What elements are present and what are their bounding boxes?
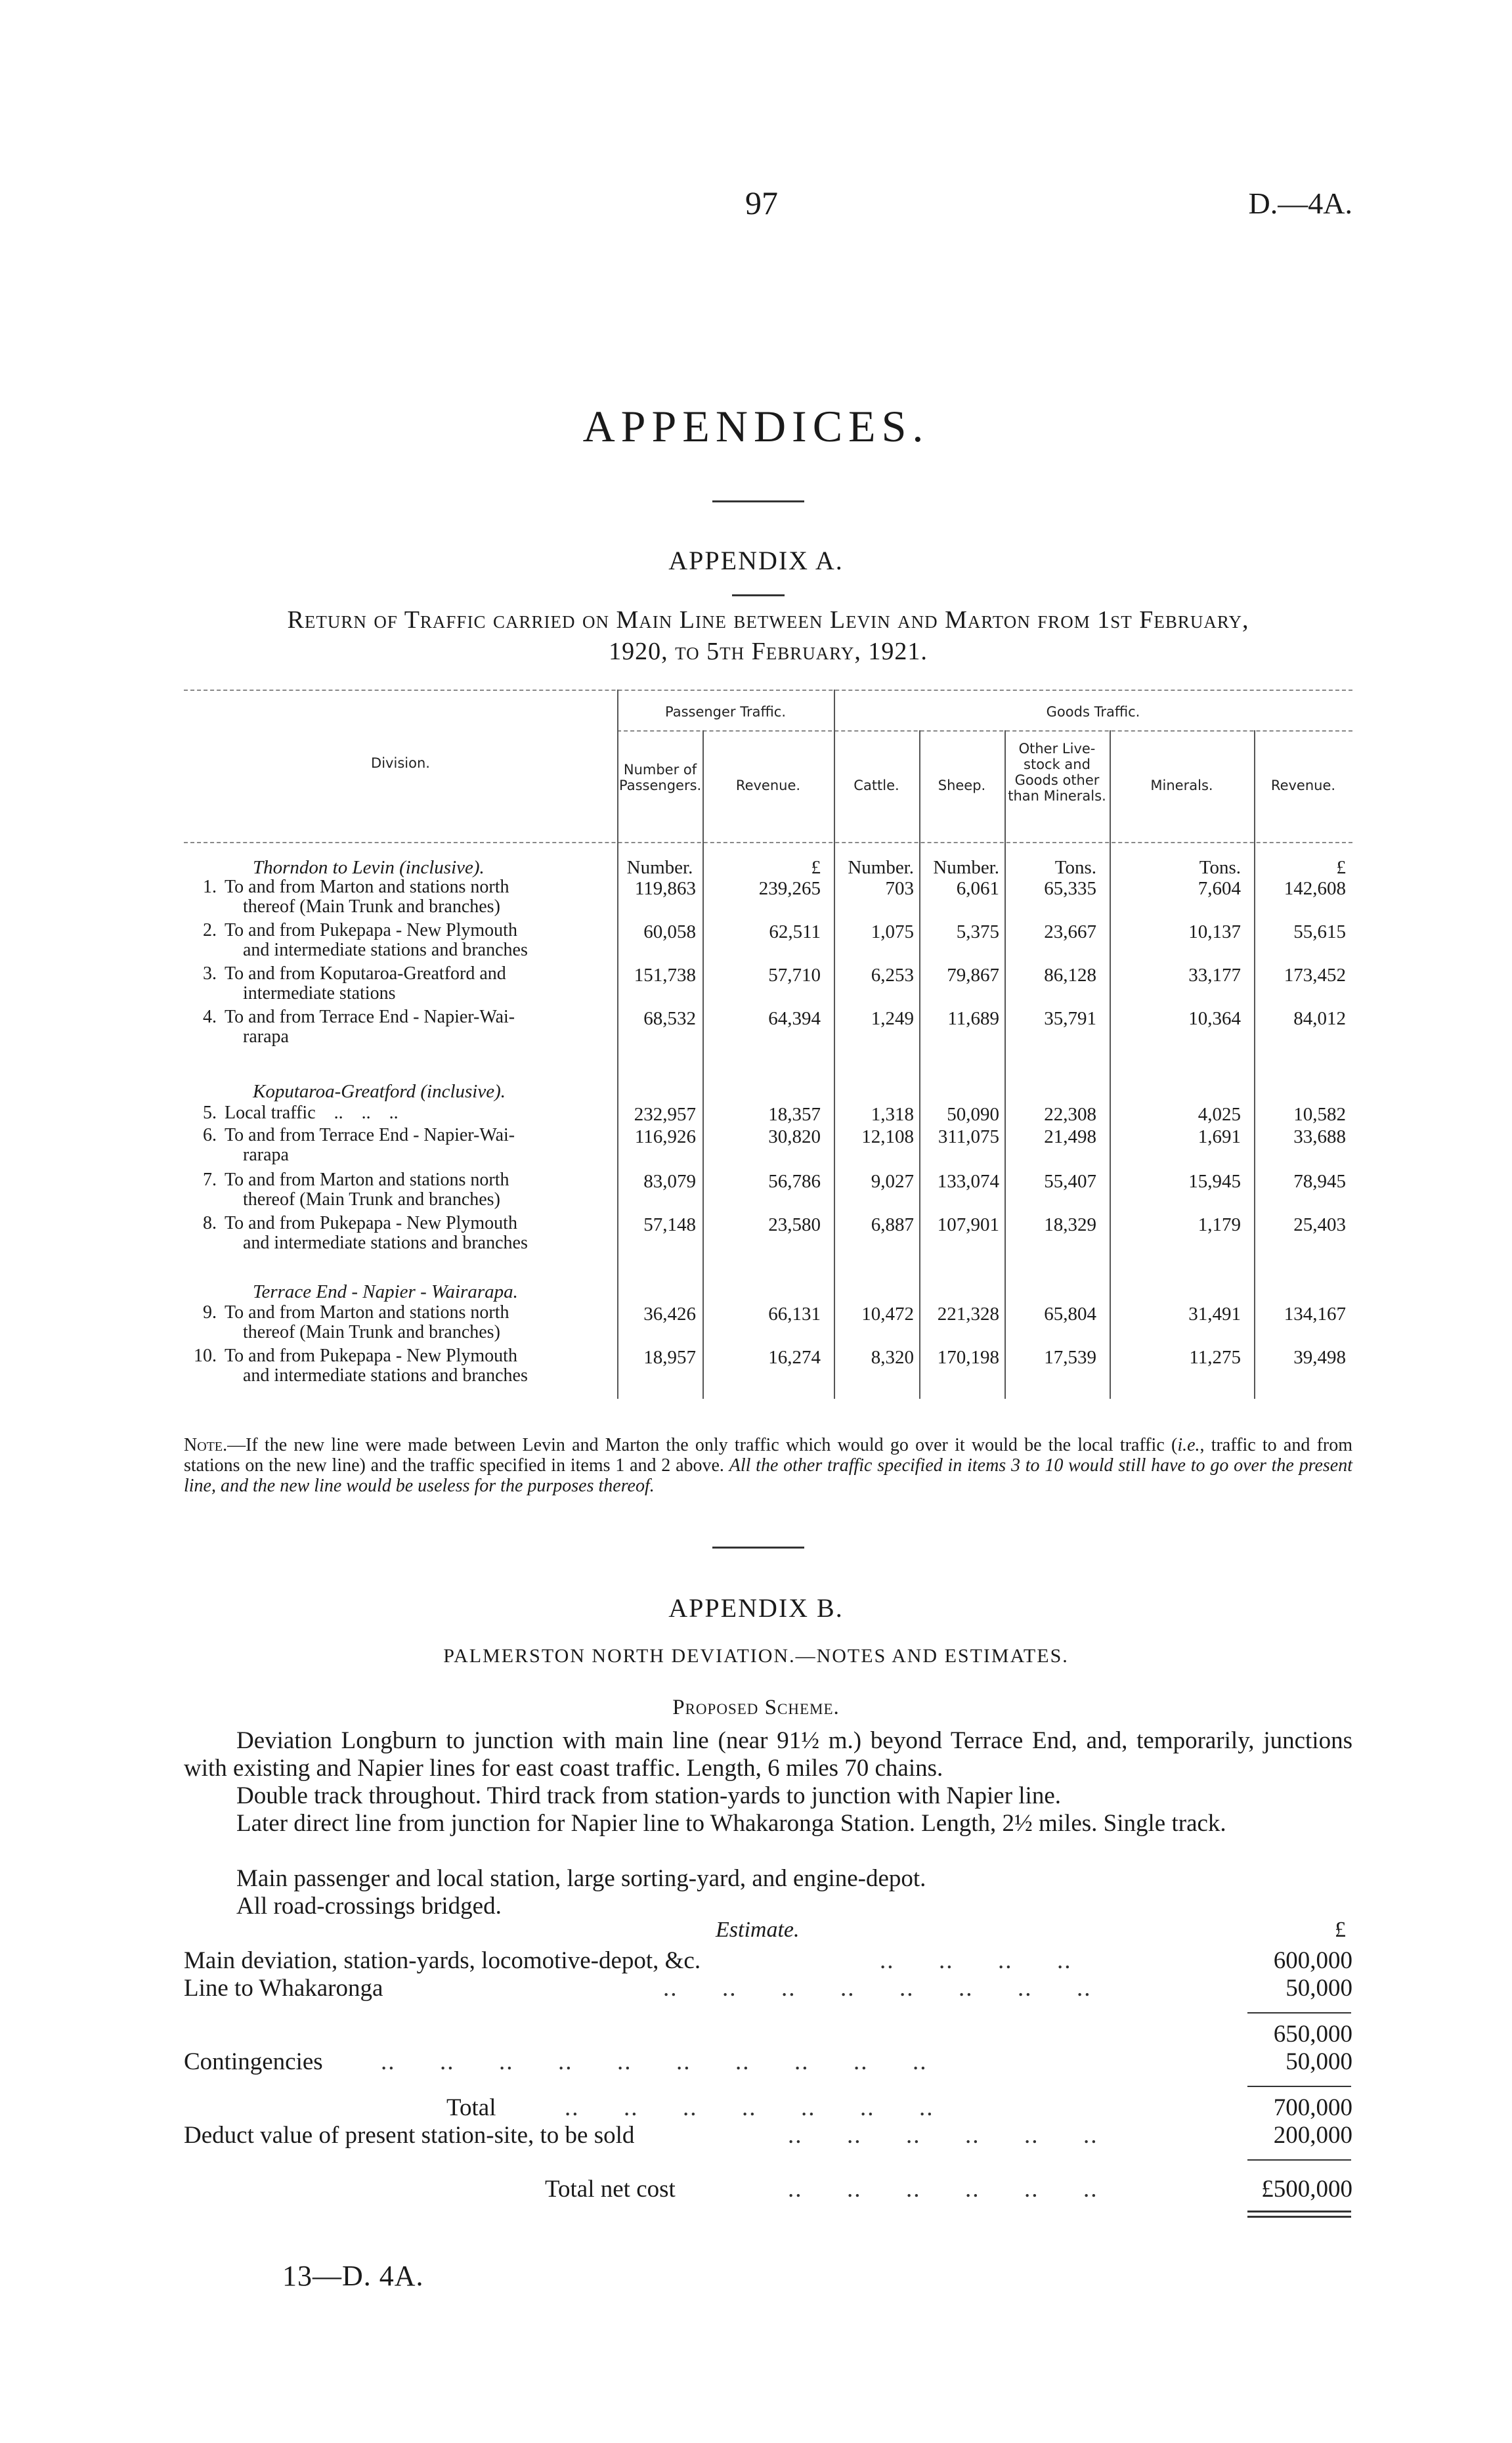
header-passenger-traffic: Passenger Traffic. — [664, 704, 787, 720]
estimate-label-text: Line to Whakaronga — [184, 1975, 383, 2002]
estimate-amount: £500,000 — [1261, 2176, 1352, 2203]
table-cell: 221,328 — [937, 1304, 999, 1325]
table-cell: 232,957 — [634, 1104, 696, 1125]
row-description: To and from Marton and stations north — [225, 1170, 509, 1190]
table-cell: 8,320 — [871, 1347, 914, 1368]
estimate-amount: 700,000 — [1273, 2094, 1352, 2121]
estimate-amount: 50,000 — [1285, 2048, 1352, 2075]
row-number: 7. — [203, 1170, 217, 1190]
estimate-row-deduct: Deduct value of present station-site, to be sold .. .. .. .. .. .. 200,000 — [184, 2122, 1352, 2149]
header-minerals: Minerals. — [1150, 778, 1213, 793]
divider — [712, 1547, 804, 1549]
table-cell: 84,012 — [1293, 1008, 1346, 1029]
table-rule — [184, 690, 1352, 691]
header-sheep: Sheep. — [938, 778, 986, 793]
table-note — [184, 1435, 1352, 1496]
traffic-table — [184, 690, 1352, 1412]
row-description-continued: thereof (Main Trunk and branches) — [243, 896, 500, 917]
footer-reference: 13—D. 4A. — [282, 2260, 424, 2292]
table-cell: 116,926 — [634, 1126, 696, 1147]
row-description-continued: and intermediate stations and branches — [243, 940, 528, 960]
table-row — [184, 1126, 1352, 1168]
row-description: To and from Pukepapa - New Plymouth — [225, 1213, 517, 1233]
table-cell: 66,131 — [768, 1304, 821, 1325]
table-cell: 10,582 — [1293, 1104, 1346, 1125]
table-cell: 6,253 — [871, 965, 914, 986]
table-cell: 57,710 — [768, 965, 821, 986]
table-cell: 36,426 — [643, 1304, 696, 1325]
unit-label: £ — [1336, 857, 1346, 878]
row-description: Local traffic .. .. .. — [225, 1103, 399, 1123]
table-cell: 7,604 — [1198, 878, 1241, 899]
appendices-title: APPENDICES. — [582, 401, 930, 451]
table-cell: 1,318 — [871, 1104, 914, 1125]
estimate-label-text: Contingencies — [184, 2048, 323, 2075]
section-terrace-end: Terrace End - Napier - Wairarapa. — [253, 1281, 518, 1302]
scheme-paragraph-4: Main passenger and local station, large sorting-yard, and engine-depot. — [236, 1865, 926, 1892]
table-cell: 35,791 — [1044, 1008, 1096, 1029]
row-description-continued: and intermediate stations and branches — [243, 1365, 528, 1386]
appendix-a-heading: APPENDIX A. — [668, 546, 844, 575]
row-number: 3. — [203, 963, 217, 984]
row-number: 6. — [203, 1125, 217, 1145]
table-cell: 60,058 — [643, 921, 696, 942]
table-cell: 12,108 — [861, 1126, 914, 1147]
table-cell: 9,027 — [871, 1171, 914, 1192]
estimate-label-text: Total net cost — [545, 2176, 676, 2203]
table-row — [184, 1170, 1352, 1212]
row-description: To and from Terrace End - Napier-Wai- — [225, 1007, 515, 1027]
sum-rule — [1247, 2159, 1351, 2161]
row-description: To and from Pukepapa - New Plymouth — [225, 920, 517, 940]
note-label: Note. — [184, 1435, 228, 1455]
header-cattle: Cattle. — [853, 778, 899, 793]
table-cell: 173,452 — [1284, 965, 1346, 986]
scheme-paragraph-2: Double track throughout. Third track from station-yards to junction with Napier line. — [236, 1782, 1061, 1809]
table-cell: 4,025 — [1198, 1104, 1241, 1125]
note-italic: All the other traffic specified in items 3 to 10 would still have to go over the present line, and the new line would be useless for the purposes thereof. — [184, 1455, 1353, 1496]
table-row — [184, 1346, 1352, 1388]
table-cell: 107,901 — [937, 1214, 999, 1235]
header-goods-revenue: Revenue. — [1270, 778, 1336, 793]
table-cell: 16,274 — [768, 1347, 821, 1368]
row-description-continued: intermediate stations — [243, 983, 396, 1003]
column-rule — [1110, 730, 1111, 1399]
header-other-goods: Other Live-stock and Goods other than Minerals. — [1008, 741, 1106, 804]
table-cell: 65,335 — [1044, 878, 1096, 899]
estimate-label-text: Total — [446, 2094, 496, 2121]
estimate-label-text: Main deviation, station-yards, locomotive-depot, &c. — [184, 1947, 701, 1974]
estimate-row-net: Total net cost .. .. .. .. .. .. £500,000 — [545, 2176, 1352, 2203]
table-cell: 5,375 — [956, 921, 999, 942]
table-cell: 11,689 — [947, 1008, 999, 1029]
appendix-b-heading: APPENDIX B. — [668, 1593, 844, 1623]
table-cell: 239,265 — [758, 878, 821, 899]
divider — [712, 500, 804, 502]
table-cell: 1,075 — [871, 921, 914, 942]
sum-rule — [1247, 2012, 1351, 2014]
sum-rule — [1247, 2086, 1351, 2087]
scheme-paragraph-1: Deviation Longburn to junction with main line (near 91½ m.) beyond Terrace End, and, temporarily, junctions with existing and Napier lines for east coast traffic. Length, 6 miles 70 chains. — [184, 1727, 1352, 1782]
table-cell: 170,198 — [937, 1347, 999, 1368]
table-cell: 62,511 — [769, 921, 821, 942]
unit-label: Tons. — [1199, 857, 1241, 878]
table-cell: 142,608 — [1284, 878, 1346, 899]
estimate-amount: 650,000 — [1273, 2021, 1352, 2048]
table-cell: 25,403 — [1293, 1214, 1346, 1235]
table-cell: 18,957 — [643, 1347, 696, 1368]
table-cell: 56,786 — [768, 1171, 821, 1192]
table-cell: 6,887 — [871, 1214, 914, 1235]
table-row — [184, 1214, 1352, 1256]
table-cell: 10,472 — [861, 1304, 914, 1325]
table-cell: 17,539 — [1044, 1347, 1096, 1368]
table-cell: 39,498 — [1293, 1347, 1346, 1368]
table-cell: 18,329 — [1044, 1214, 1096, 1235]
table-row — [184, 1007, 1352, 1049]
table-cell: 10,137 — [1188, 921, 1241, 942]
table-cell: 68,532 — [643, 1008, 696, 1029]
table-rule — [184, 842, 1352, 843]
estimate-row-contingencies: Contingencies .. .. .. .. .. .. .. .. .. .. 50,000 — [184, 2048, 1352, 2075]
table-cell: 22,308 — [1044, 1104, 1096, 1125]
estimate-label: Estimate. — [716, 1918, 800, 1942]
table-cell: 33,688 — [1293, 1126, 1346, 1147]
table-row — [184, 877, 1352, 919]
document-code: D.—4A. — [1248, 187, 1352, 220]
table-cell: 23,667 — [1044, 921, 1096, 942]
row-description: To and from Terrace End - Napier-Wai- — [225, 1125, 515, 1145]
row-number: 4. — [203, 1007, 217, 1027]
double-rule — [1247, 2216, 1351, 2218]
estimate-row-total: Total .. .. .. .. .. .. .. 700,000 — [446, 2094, 1352, 2121]
table-cell: 133,074 — [937, 1171, 999, 1192]
table-cell: 1,179 — [1198, 1214, 1241, 1235]
table-cell: 57,148 — [643, 1214, 696, 1235]
estimate-amount: 200,000 — [1273, 2122, 1352, 2149]
table-cell: 30,820 — [768, 1126, 821, 1147]
estimate-row-whakaronga: Line to Whakaronga .. .. .. .. .. .. .. .. 50,000 — [184, 1975, 1352, 2002]
table-cell: 50,090 — [947, 1104, 999, 1125]
double-rule — [1247, 2211, 1351, 2212]
row-description-continued: thereof (Main Trunk and branches) — [243, 1189, 500, 1210]
section-koputaroa-greatford: Koputaroa-Greatford (inclusive). — [253, 1081, 506, 1102]
row-number: 2. — [203, 920, 217, 940]
table-cell: 86,128 — [1044, 965, 1096, 986]
table-cell: 64,394 — [768, 1008, 821, 1029]
table-cell: 6,061 — [956, 878, 999, 899]
column-rule — [1254, 730, 1255, 1399]
estimate-label-text: Deduct value of present station-site, to be sold — [184, 2122, 635, 2149]
table-cell: 1,691 — [1198, 1126, 1241, 1147]
table-cell: 10,364 — [1188, 1008, 1241, 1029]
table-row — [184, 1303, 1352, 1345]
row-number: 1. — [203, 877, 217, 897]
note-ie: i.e. — [1177, 1435, 1200, 1455]
estimate-row-main-deviation: Main deviation, station-yards, locomotive-depot, &c. .. .. .. .. 600,000 — [184, 1947, 1352, 1974]
appendix-a-title — [184, 604, 1352, 667]
table-cell: 79,867 — [947, 965, 999, 986]
row-number: 5. — [203, 1103, 217, 1123]
row-description-continued: rarapa — [243, 1145, 289, 1165]
column-rule — [1004, 730, 1006, 1399]
column-rule — [702, 730, 704, 1399]
estimate-amount: 50,000 — [1285, 1975, 1352, 2002]
header-division: Division. — [371, 755, 430, 771]
table-cell: 21,498 — [1044, 1126, 1096, 1147]
unit-label: Tons. — [1054, 857, 1096, 878]
title-line-1: Return of Traffic carried on Main Line between Levin and Marton from 1st February, — [287, 606, 1249, 634]
table-cell: 18,357 — [768, 1104, 821, 1125]
table-row — [184, 964, 1352, 1006]
unit-label: Number. — [848, 857, 914, 878]
currency-label: £ — [1335, 1918, 1346, 1942]
table-rule — [617, 730, 1352, 732]
proposed-scheme-heading: Proposed Scheme. — [672, 1696, 840, 1719]
table-cell: 134,167 — [1284, 1304, 1346, 1325]
unit-label: Number. — [626, 857, 693, 878]
table-cell: 31,491 — [1188, 1304, 1241, 1325]
row-number: 10. — [194, 1346, 217, 1366]
page-number: 97 — [745, 185, 778, 221]
table-cell: 55,407 — [1044, 1171, 1096, 1192]
row-description-continued: rarapa — [243, 1026, 289, 1047]
table-cell: 55,615 — [1293, 921, 1346, 942]
unit-label: £ — [811, 857, 821, 878]
table-row — [184, 1103, 1352, 1126]
table-cell: 119,863 — [634, 878, 696, 899]
row-description: To and from Pukepapa - New Plymouth — [225, 1346, 517, 1366]
table-cell: 151,738 — [634, 965, 696, 986]
header-goods-traffic: Goods Traffic. — [1046, 704, 1140, 720]
row-number: 8. — [203, 1213, 217, 1233]
section-thorndon-levin: Thorndon to Levin (inclusive). — [253, 857, 485, 878]
header-number-of-passengers: Number of Passengers. — [619, 762, 702, 793]
appendix-b-subheading: PALMERSTON NORTH DEVIATION.—NOTES AND ESTIMATES. — [443, 1645, 1069, 1667]
estimate-row-subtotal — [184, 2020, 1352, 2049]
header-passenger-revenue: Revenue. — [735, 778, 801, 793]
table-cell: 311,075 — [938, 1126, 999, 1147]
estimate-amount: 600,000 — [1273, 1947, 1352, 1974]
row-number: 9. — [203, 1302, 217, 1323]
note-text-2: , traffic to and from stations on the new line) and the traffic specified in items 1 and 2 above. — [184, 1435, 1352, 1476]
column-rule — [919, 730, 920, 1399]
table-cell: 83,079 — [643, 1171, 696, 1192]
unit-label: Number. — [933, 857, 999, 878]
scheme-paragraph-3: Later direct line from junction for Napier line to Whakaronga Station. Length, 2½ miles. Single track. — [236, 1810, 1226, 1837]
table-cell: 1,249 — [871, 1008, 914, 1029]
table-cell: 33,177 — [1188, 965, 1241, 986]
title-line-2: 1920, to 5th February, 1921. — [609, 638, 928, 665]
table-cell: 65,804 — [1044, 1304, 1096, 1325]
table-cell: 78,945 — [1293, 1171, 1346, 1192]
divider — [732, 594, 785, 596]
row-description: To and from Koputaroa-Greatford and — [225, 963, 506, 984]
table-cell: 703 — [885, 878, 914, 899]
scheme-paragraph-5: All road-crossings bridged. — [236, 1893, 502, 1920]
row-description: To and from Marton and stations north — [225, 1302, 509, 1323]
note-text-1: —If the new line were made between Levin and Marton the only traffic which would go over it would be the local traffic ( — [227, 1435, 1178, 1455]
row-description: To and from Marton and stations north — [225, 877, 509, 897]
row-description-continued: and intermediate stations and branches — [243, 1233, 528, 1253]
table-row — [184, 921, 1352, 963]
table-cell: 23,580 — [768, 1214, 821, 1235]
row-description-continued: thereof (Main Trunk and branches) — [243, 1322, 500, 1342]
table-cell: 11,275 — [1189, 1347, 1241, 1368]
table-cell: 15,945 — [1188, 1171, 1241, 1192]
